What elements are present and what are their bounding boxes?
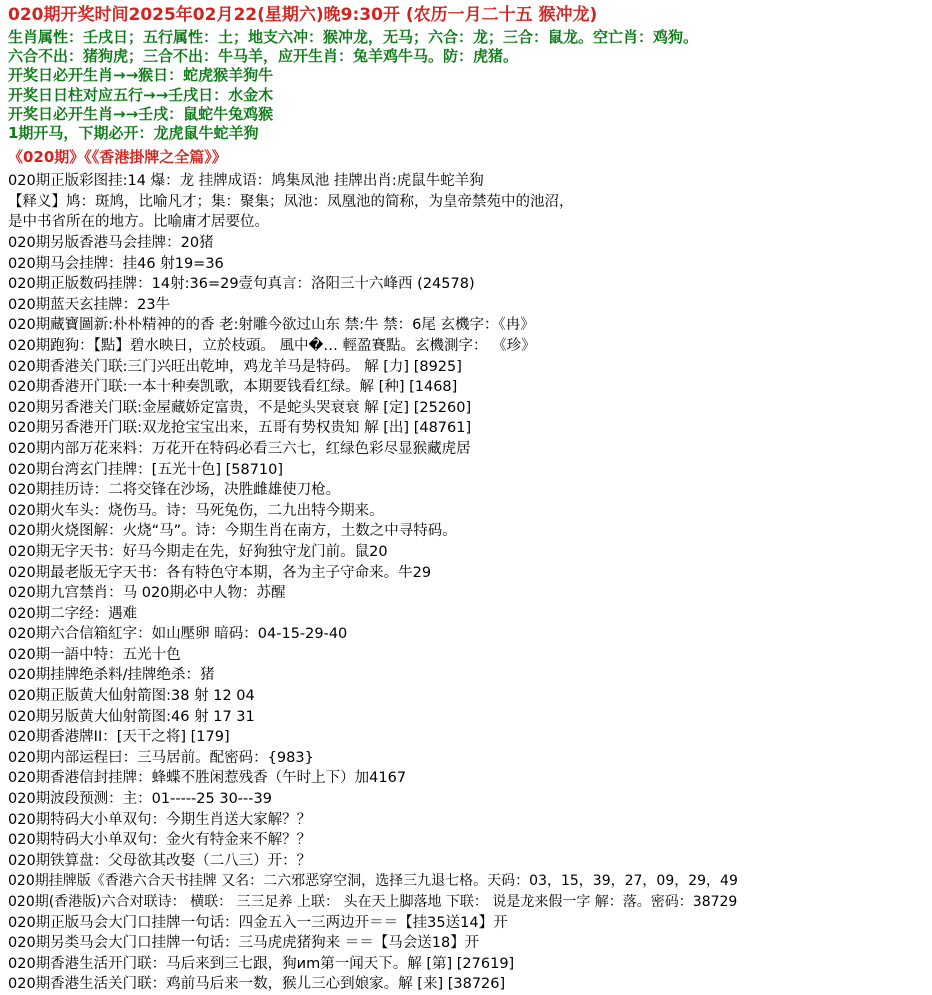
entry-row: 020期另香港开门联:双龙抢宝宝出来，五哥有势权贵知 解 [出] [48761]	[8, 420, 472, 437]
entry-row: 020期挂牌版《香港六合天书挂牌 又名：二六邪恶穿空洞，选择三九退七格。天码：03，15，39，27，09，29，49	[8, 873, 738, 890]
entry-row: 020期马会挂牌：挂46 射19=36	[8, 255, 224, 272]
entry-row: 020期挂牌绝杀料/挂牌绝杀：猪	[8, 667, 215, 684]
entry-row: 020期二字经：遇难	[8, 605, 138, 622]
entry-row: 020期最老版无字天书：各有特色守本期，各为主子守命来。牛29	[8, 564, 432, 581]
entry-row: 020期波段预测：主：01-----25 30---39	[8, 791, 272, 808]
attribute-line-2: 六合不出：猪狗虎；三合不出：牛马羊，应开生肖：兔羊鸡牛马。防：虎猪。	[8, 47, 519, 66]
entry-row: 020期特码大小单双句：金火有特金来不解？？	[8, 832, 312, 849]
entry-row: 020期内部万花来料：万花开在特码必看三六七，红绿色彩尽显猴藏虎居	[8, 440, 471, 457]
entry-row: 020期无字天书：好马今期走在先，好狗独守龙门前。鼠20	[8, 543, 388, 560]
entry-row: 020期正版马会大门口挂牌一句话：四金五入一三两边开＝＝【挂35送14】开	[8, 914, 508, 931]
entry-row: 020期藏寶圖新:朴朴精神的的香 老:射雕今欲过山东 禁:牛 禁：6尾 玄機字：《冉》	[8, 317, 535, 334]
entry-row: 020期另版黄大仙射箭图:46 射 17 31	[8, 708, 255, 725]
entry-row: 020期(香港版)六合对联诗： 横联： 三三足养 上联： 头在天上脚落地 下联： 说是龙来假一字 解：落。密码：38729	[8, 894, 738, 910]
entry-row: 020期正版黄大仙射箭图:38 射 12 04	[8, 688, 255, 705]
entry-row: 020期香港牌II：[天干之将] [179]	[8, 729, 230, 746]
entry-row: 020期正版数码挂牌：14射:36=29壹句真言：洛阳三十六峰西 (24578)	[8, 276, 475, 293]
entry-row: 020期挂历诗：二将交锋在沙场，决胜雌雄使刀枪。	[8, 482, 341, 499]
entry-row: 【释义】鸠：斑鸠，比喻凡才；集：聚集；凤池：凤凰池的简称，为皇帝禁苑中的池沼，	[8, 193, 574, 210]
entry-row: 020期香港信封挂牌：蜂蝶不胜闲惹残香（午时上下）加4167	[8, 770, 407, 787]
attribute-line-1: 生肖属性：壬戌日；五行属性：土；地支六冲：猴冲龙，无马；六合：龙；三合：鼠龙。空亡肖：鸡狗。	[8, 28, 699, 46]
entry-row: 020期香港生活关门联：鸡前马后来一数，猴儿三心到娘家。解 [来] [38726]	[8, 976, 506, 993]
entry-row: 是中书省所在的地方。比喻庸才居要位。	[8, 214, 269, 231]
entry-row: 020期火车头：烧伤马。诗：马死兔伤，二九出特今期来。	[8, 502, 384, 519]
entry-row: 020期香港关门联:三门兴旺出乾坤，鸡龙羊马是特码。 解 [力] [8925]	[8, 358, 462, 375]
entry-row: 020期九宫禁肖：马 020期必中人物：苏醒	[8, 585, 286, 602]
entry-row: 020期另香港关门联:金屋藏娇定富贵，不是蛇头哭衰衰 解 [定] [25260]	[8, 399, 472, 416]
entry-row: 020期跑狗：【點】碧水映日，立於枝頭。 風中�… 輕盈賽點。玄機測字： 《珍》	[8, 337, 536, 354]
entry-row: 020期六合信箱紅字：如山壓卵 暗码：04-15-29-40	[8, 626, 348, 643]
entry-row: 020期香港生活开门联：马后来到三七跟，狗иm第一闻天下。解 [第] [27619]	[8, 955, 515, 972]
entry-row: 020期一語中特：五光十色	[8, 646, 181, 663]
attribute-line-6: 1期开马，下期必开：龙虎鼠牛蛇羊狗	[8, 124, 259, 143]
page-title: 020期开奖时间2025年02月22(星期六)晚9:30开 (农历一月二十五 猴冲龙)	[8, 5, 598, 25]
entry-row: 020期台湾玄门挂牌：[五光十色] [58710]	[8, 461, 284, 478]
entry-row: 020期另版香港马会挂牌：20猪	[8, 235, 214, 251]
attributes-block	[6, 28, 926, 143]
entry-row: 020期正版彩图挂:14 爆：龙 挂牌成语：鸠集凤池 挂牌出肖:虎鼠牛蛇羊狗	[8, 173, 484, 190]
entry-row: 020期香港开门联:一本十种奏凯歌，本期要钱看红绿。解 [种] [1468]	[8, 379, 458, 396]
entry-row: 020期内部运程曰：三马居前。配密码：{983}	[8, 749, 314, 766]
entry-row: 020期火烧图解：火烧“马”。诗：今期生肖在南方，土数之中寻特码。	[8, 523, 457, 540]
attribute-line-4: 开奖日日柱对应五行→→壬戌日：水金木	[8, 85, 274, 104]
entry-row: 020期特码大小单双句：今期生肖送大家解？？	[8, 811, 312, 828]
attribute-line-5: 开奖日必开生肖→→壬戌：鼠蛇牛兔鸡猴	[8, 104, 274, 123]
attribute-line-3: 开奖日必开生肖→→猴日：蛇虎猴羊狗牛	[8, 66, 274, 85]
entry-row: 020期蓝天玄挂牌：23牛	[8, 296, 171, 313]
entry-row: 020期另类马会大门口挂牌一句话：三马虎虎猪狗来 ＝＝【马会送18】开	[8, 935, 480, 952]
entry-row: 020期铁算盘：父母欲其改娶（二八三）开：？	[8, 852, 312, 869]
entries-block	[6, 171, 926, 995]
section-title: 《020期》《《香港掛牌之全篇》》	[8, 148, 227, 167]
